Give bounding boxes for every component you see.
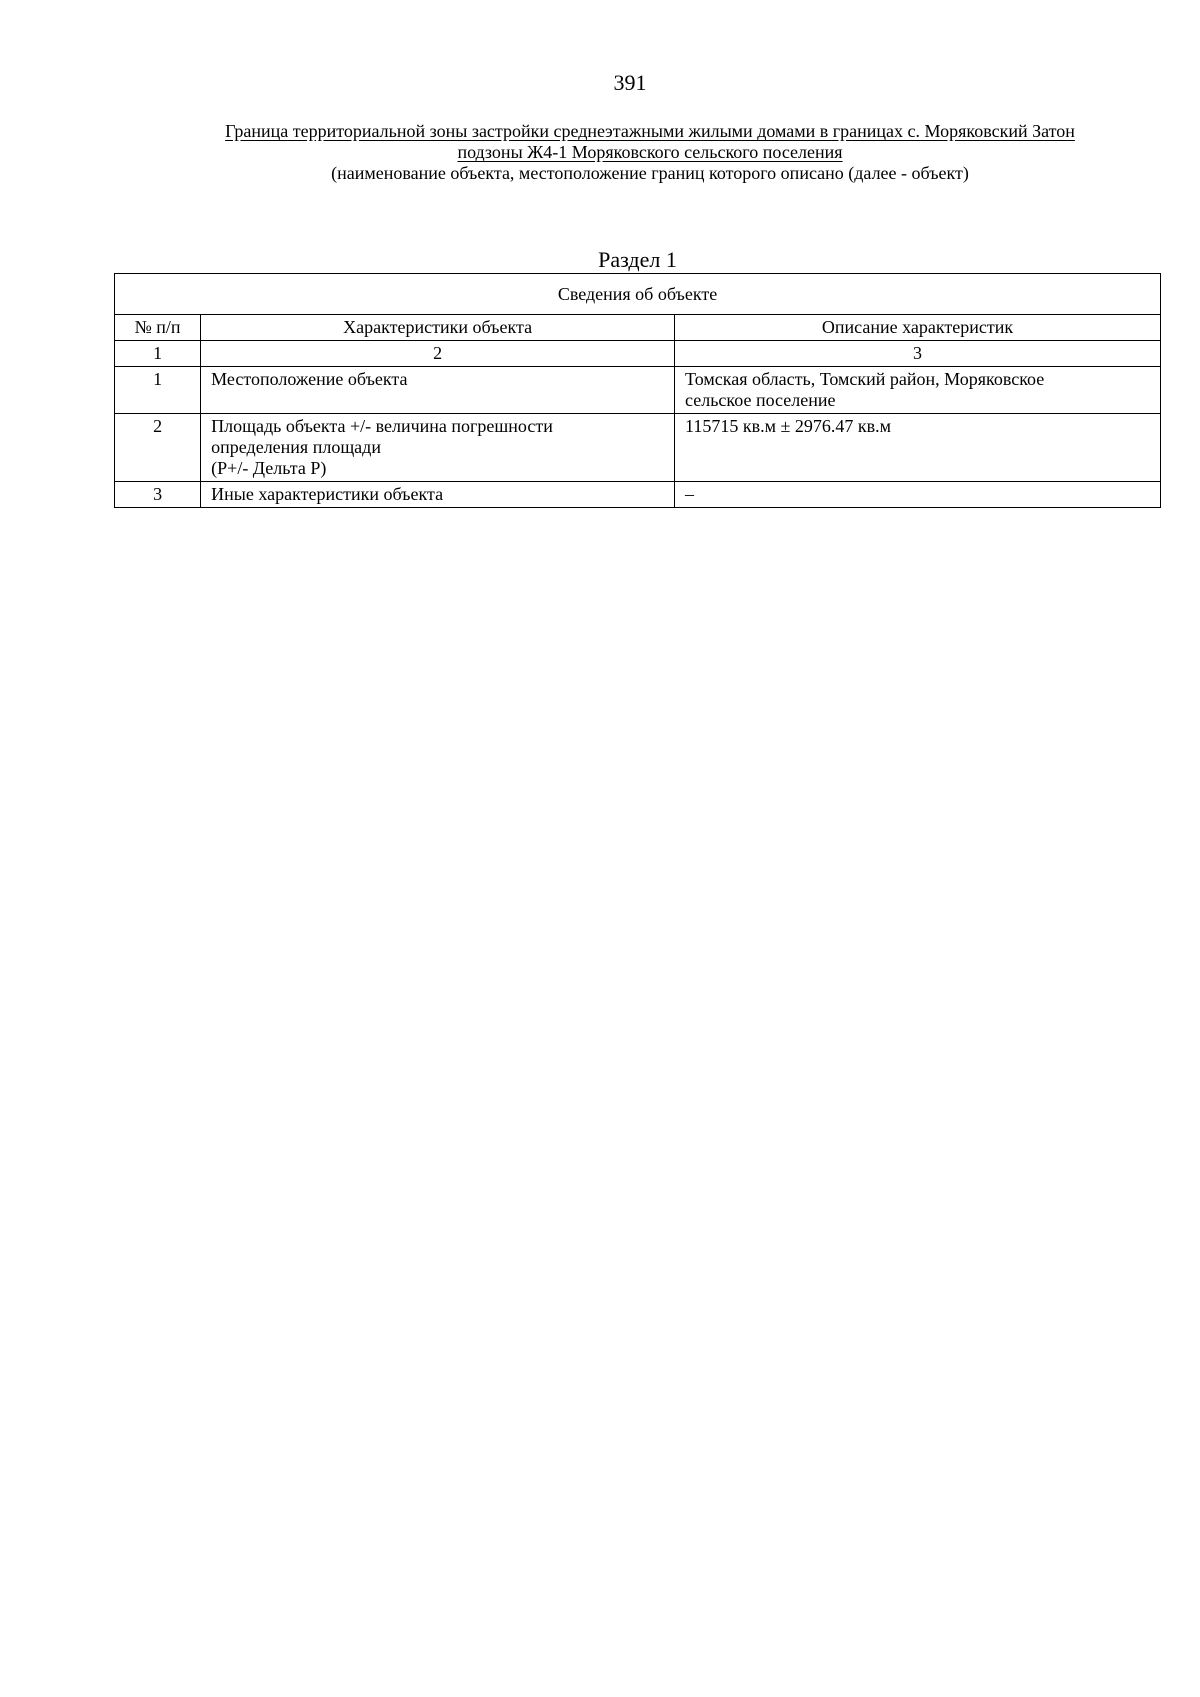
table-row bbox=[115, 414, 1161, 482]
row-description: – bbox=[675, 482, 1161, 508]
object-title-line-1: Граница территориальной зоны застройки среднеэтажными жилыми домами в границах с. Моряковский Затон bbox=[225, 121, 1075, 141]
header-number: № п/п bbox=[115, 315, 201, 341]
row-characteristic: Площадь объекта +/- величина погрешности определения площади (P+/- Дельта P) bbox=[201, 414, 675, 482]
row-number: 2 bbox=[115, 414, 201, 482]
table-row bbox=[115, 367, 1161, 414]
row-number: 1 bbox=[115, 367, 201, 414]
title-block bbox=[150, 121, 1150, 184]
table-numbering-row bbox=[115, 341, 1161, 367]
object-title-subtitle: (наименование объекта, местоположение границ которого описано (далее - объект) bbox=[331, 163, 969, 183]
row-number: 3 bbox=[115, 482, 201, 508]
header-description: Описание характеристик bbox=[675, 315, 1161, 341]
section-title: Раздел 1 bbox=[598, 247, 677, 272]
table-header-row bbox=[115, 315, 1161, 341]
row-description: Томская область, Томский район, Моряковское сельское поселение bbox=[675, 367, 1161, 414]
numbering-cell: 3 bbox=[675, 341, 1161, 367]
numbering-cell: 2 bbox=[201, 341, 675, 367]
table-caption: Сведения об объекте bbox=[115, 274, 1161, 315]
numbering-cell: 1 bbox=[115, 341, 201, 367]
page-number: 391 bbox=[613, 70, 647, 95]
row-characteristic: Иные характеристики объекта bbox=[201, 482, 675, 508]
object-title-line-2: подзоны Ж4-1 Моряковского сельского поселения bbox=[457, 142, 843, 162]
table-caption-row bbox=[115, 274, 1161, 315]
table-row bbox=[115, 482, 1161, 508]
row-description: 115715 кв.м ± 2976.47 кв.м bbox=[675, 414, 1161, 482]
object-info-table bbox=[114, 273, 1161, 508]
header-characteristics: Характеристики объекта bbox=[201, 315, 675, 341]
row-characteristic: Местоположение объекта bbox=[201, 367, 675, 414]
